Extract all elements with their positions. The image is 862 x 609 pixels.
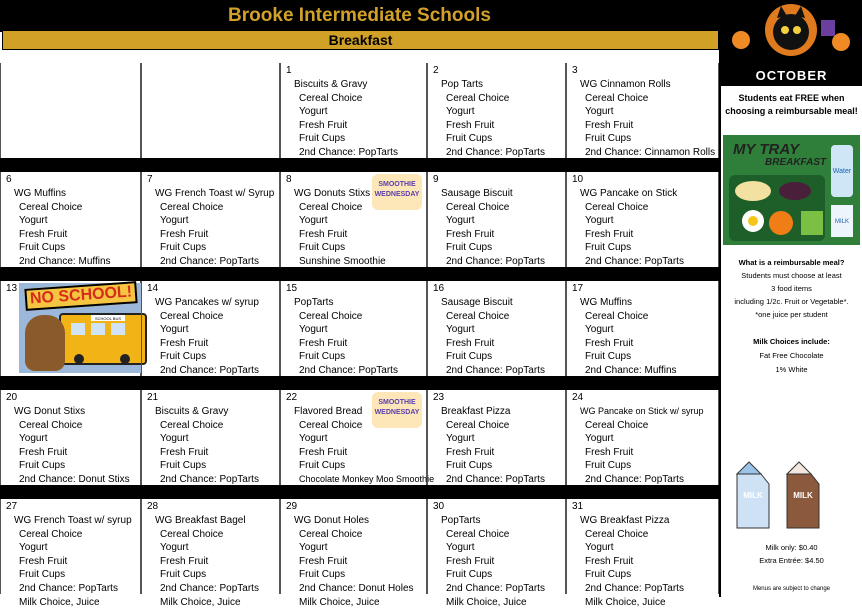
day-number: 29 bbox=[286, 501, 298, 512]
menu-item: Yogurt bbox=[160, 542, 189, 554]
menu-item: Cereal Choice bbox=[446, 528, 510, 540]
reimbursable-line: Students must choose at least bbox=[741, 271, 842, 280]
menu-item: Milk Choice, Juice bbox=[19, 596, 100, 608]
menu-item: 2nd Chance: Donut Stixs bbox=[19, 473, 130, 485]
menu-item: WG Breakfast Bagel bbox=[155, 515, 246, 526]
my-tray-graphic bbox=[723, 135, 860, 245]
menu-item: 2nd Chance: PopTarts bbox=[160, 364, 259, 376]
menu-items bbox=[155, 514, 259, 609]
menu-item: 2nd Chance: Donut Holes bbox=[299, 582, 414, 594]
menu-item: Cereal Choice bbox=[160, 419, 224, 431]
menu-item: Fresh Fruit bbox=[299, 228, 348, 240]
day-number: 21 bbox=[147, 392, 159, 403]
menu-item: Fruit Cups bbox=[446, 133, 493, 145]
menu-item: Yogurt bbox=[585, 542, 614, 554]
menu-item: Fresh Fruit bbox=[19, 555, 68, 567]
menu-item: WG Donut Holes bbox=[294, 515, 370, 526]
menu-item: Sausage Biscuit bbox=[441, 297, 513, 308]
menu-item: Breakfast Pizza bbox=[441, 406, 511, 417]
menu-item: Fruit Cups bbox=[446, 351, 493, 363]
month-label: OCTOBER bbox=[755, 68, 828, 83]
day-cell bbox=[566, 281, 719, 390]
menu-item: Milk Choice, Juice bbox=[160, 378, 241, 390]
tray-title: MY TRAY bbox=[733, 141, 800, 158]
menu-item: Yogurt bbox=[160, 433, 189, 445]
menu-item: 2nd Chance: PopTarts bbox=[19, 582, 118, 594]
menu-item: Cereal Choice bbox=[446, 92, 510, 104]
menu-item: Milk Choice, Juice bbox=[160, 487, 241, 499]
menu-item: Cereal Choice bbox=[160, 201, 224, 213]
menu-item: 2nd Chance: PopTarts bbox=[446, 364, 545, 376]
menu-items bbox=[294, 78, 398, 173]
sidebar bbox=[719, 0, 862, 597]
extra-entree-price: Extra Entrée: $4.50 bbox=[759, 556, 824, 565]
menu-item: Cereal Choice bbox=[585, 419, 649, 431]
day-number: 6 bbox=[6, 174, 12, 185]
menu-item: WG Pancakes w/ syrup bbox=[155, 297, 259, 308]
milk-choices-title: Milk Choices include: bbox=[753, 337, 830, 346]
menu-item: Flavored Bread bbox=[294, 406, 363, 417]
menu-item: Cereal Choice bbox=[299, 419, 363, 431]
day-number: 10 bbox=[572, 174, 584, 185]
day-cell bbox=[566, 172, 719, 281]
day-number: 1 bbox=[286, 65, 292, 76]
menu-item: Cereal Choice bbox=[160, 528, 224, 540]
menu-item: Yogurt bbox=[299, 324, 328, 336]
day-cell bbox=[0, 172, 141, 281]
menu-item: Fresh Fruit bbox=[585, 119, 634, 131]
menu-item: Milk Choice, Juice bbox=[19, 487, 100, 499]
milk-price: Milk only: $0.40 bbox=[765, 543, 818, 552]
menu-item: Fresh Fruit bbox=[19, 446, 68, 458]
menu-item: Cereal Choice bbox=[446, 201, 510, 213]
menu-item: 2nd Chance: PopTarts bbox=[446, 582, 545, 594]
menu-item: Yogurt bbox=[446, 106, 475, 118]
menu-item: Yogurt bbox=[585, 324, 614, 336]
day-number: 22 bbox=[286, 392, 298, 403]
menu-item: PopTarts bbox=[294, 297, 334, 308]
menu-item: Fresh Fruit bbox=[299, 555, 348, 567]
menu-item: Biscuits & Gravy bbox=[155, 406, 229, 417]
menu-item: Fresh Fruit bbox=[160, 337, 209, 349]
menu-items bbox=[441, 514, 545, 609]
menu-item: Yogurt bbox=[446, 433, 475, 445]
day-number: 17 bbox=[572, 283, 584, 294]
menu-item: Fruit Cups bbox=[299, 569, 346, 581]
menu-item: 2nd Chance: Muffins bbox=[585, 364, 677, 376]
menu-item: Yogurt bbox=[299, 433, 328, 445]
menu-item: Cereal Choice bbox=[585, 528, 649, 540]
day-number: 27 bbox=[6, 501, 18, 512]
menu-item: Fruit Cups bbox=[585, 242, 632, 254]
menu-item: Fresh Fruit bbox=[446, 555, 495, 567]
day-cell bbox=[141, 172, 280, 281]
milk-choice: Fat Free Chocolate bbox=[759, 351, 824, 360]
menu-item: WG French Toast w/ Syrup bbox=[155, 188, 275, 199]
menu-item: Milk Choice, Juice bbox=[446, 269, 527, 281]
menu-item: Sausage Biscuit bbox=[441, 188, 513, 199]
menu-item: Biscuits & Gravy bbox=[294, 79, 368, 90]
bear-icon bbox=[25, 315, 65, 371]
day-cell bbox=[0, 281, 141, 376]
menu-item: Yogurt bbox=[446, 542, 475, 554]
day-cell bbox=[280, 63, 427, 172]
menu-calendar-grid bbox=[0, 63, 719, 608]
menu-item: Fruit Cups bbox=[160, 460, 207, 472]
menu-item: Milk Choice, Juice bbox=[585, 596, 666, 608]
menu-item: Fruit Cups bbox=[19, 242, 66, 254]
day-cell bbox=[280, 390, 435, 499]
menu-item: Cereal Choice bbox=[585, 201, 649, 213]
menu-item: 2nd Chance: PopTarts bbox=[446, 473, 545, 485]
day-number: 8 bbox=[286, 174, 292, 185]
menu-item: 2nd Chance: PopTarts bbox=[585, 255, 684, 267]
menu-item: Cereal Choice bbox=[19, 528, 83, 540]
menu-item: Fruit Cups bbox=[299, 460, 346, 472]
milk-choice: 1% White bbox=[775, 365, 808, 374]
free-meal-note: Students eat FREE when choosing a reimbursable meal! bbox=[725, 93, 858, 116]
menu-item: Milk Choice, Juice bbox=[585, 269, 666, 281]
menu-item: Cereal Choice bbox=[299, 92, 363, 104]
menu-item: WG French Toast w/ syrup bbox=[14, 515, 132, 526]
menu-item: Yogurt bbox=[446, 215, 475, 227]
day-cell bbox=[566, 63, 719, 172]
menu-items bbox=[580, 405, 704, 500]
menu-item: 2nd Chance: PopTarts bbox=[446, 146, 545, 158]
menu-item: 2nd Chance: Muffins bbox=[19, 255, 111, 267]
menu-item: Fruit Cups bbox=[299, 351, 346, 363]
menu-item: WG Donut Stixs bbox=[14, 406, 86, 417]
menu-item: Yogurt bbox=[585, 215, 614, 227]
menu-item: Cereal Choice bbox=[446, 419, 510, 431]
menu-item: Yogurt bbox=[19, 433, 48, 445]
no-school-label: NO SCHOOL! bbox=[24, 281, 137, 311]
day-number: 30 bbox=[433, 501, 445, 512]
tray-food-icons bbox=[723, 135, 860, 245]
menu-item: Fruit Cups bbox=[446, 569, 493, 581]
menu-item: Fresh Fruit bbox=[299, 337, 348, 349]
menu-items bbox=[580, 514, 684, 609]
october-banner bbox=[721, 0, 862, 86]
page-title: Brooke Intermediate Schools bbox=[0, 0, 719, 32]
menu-items bbox=[441, 187, 545, 282]
menu-item: 2nd Chance: Cinnamon Rolls bbox=[585, 146, 716, 158]
menu-item: Yogurt bbox=[585, 433, 614, 445]
menu-item: Fruit Cups bbox=[585, 133, 632, 145]
menu-item: Fresh Fruit bbox=[160, 555, 209, 567]
day-number: 2 bbox=[433, 65, 439, 76]
menu-item: WG Cinnamon Rolls bbox=[580, 79, 671, 90]
menu-item: WG Pancake on Stick w/ syrup bbox=[580, 406, 704, 416]
day-cell bbox=[280, 499, 427, 608]
menu-item: 2nd Chance: PopTarts bbox=[160, 582, 259, 594]
menu-items bbox=[294, 514, 414, 609]
day-number: 24 bbox=[572, 392, 584, 403]
menu-item: 2nd Chance: PopTarts bbox=[160, 255, 259, 267]
menu-items bbox=[155, 296, 259, 391]
menu-item: Chocolate Monkey Moo Smoothie bbox=[299, 473, 435, 484]
menu-item: Fruit Cups bbox=[299, 133, 346, 145]
day-number: 7 bbox=[147, 174, 153, 185]
menu-item: Cereal Choice bbox=[299, 310, 363, 322]
menu-item: Fresh Fruit bbox=[446, 119, 495, 131]
menu-item: Fruit Cups bbox=[160, 569, 207, 581]
day-number: 15 bbox=[286, 283, 298, 294]
menu-item: WG Breakfast Pizza bbox=[580, 515, 670, 526]
menu-item: PopTarts bbox=[441, 515, 481, 526]
menu-item: Yogurt bbox=[446, 324, 475, 336]
menu-item: Milk Choice, Juice bbox=[446, 160, 527, 172]
menu-item: WG Muffins bbox=[14, 188, 67, 199]
menu-item: Cereal Choice bbox=[299, 528, 363, 540]
menu-item: Fresh Fruit bbox=[19, 228, 68, 240]
menu-item: Fruit Cups bbox=[299, 242, 346, 254]
day-cell bbox=[0, 499, 141, 608]
chocolate-milk-carton-label: MILK bbox=[793, 491, 813, 500]
reimbursable-line: 3 food items bbox=[771, 284, 812, 293]
smoothie-wednesday-badge: SMOOTHIE WEDNESDAY bbox=[372, 174, 422, 210]
menu-item: Fresh Fruit bbox=[299, 119, 348, 131]
menu-item: Milk Choice, Juice bbox=[160, 269, 241, 281]
menu-items bbox=[580, 296, 677, 391]
menu-item: Fruit Cups bbox=[446, 460, 493, 472]
day-cell bbox=[141, 499, 280, 608]
menu-item: Milk Choice, Juice bbox=[160, 596, 241, 608]
day-cell bbox=[427, 63, 566, 172]
menu-item: Yogurt bbox=[19, 542, 48, 554]
menu-item: Milk Choice, Juice bbox=[299, 378, 380, 390]
day-cell bbox=[0, 390, 141, 499]
day-cell bbox=[141, 63, 280, 158]
menu-items bbox=[14, 187, 111, 282]
menu-item: Yogurt bbox=[160, 324, 189, 336]
menu-item: Fruit Cups bbox=[585, 569, 632, 581]
menu-item: Fresh Fruit bbox=[585, 555, 634, 567]
day-cell bbox=[566, 390, 719, 499]
day-number: 3 bbox=[572, 65, 578, 76]
menu-item: Fruit Cups bbox=[160, 242, 207, 254]
no-school-image bbox=[19, 283, 141, 373]
subject-to-change-note: Menus are subject to change bbox=[752, 586, 831, 592]
day-cell bbox=[427, 281, 566, 390]
menu-item: Fresh Fruit bbox=[160, 446, 209, 458]
menu-item: 2nd Chance: PopTarts bbox=[446, 255, 545, 267]
tray-subtitle: BREAKFAST bbox=[765, 157, 827, 168]
day-cell bbox=[141, 281, 280, 390]
menu-item: Fresh Fruit bbox=[585, 446, 634, 458]
menu-item: Cereal Choice bbox=[299, 201, 363, 213]
menu-item: Cereal Choice bbox=[585, 310, 649, 322]
menu-item: 2nd Chance: PopTarts bbox=[299, 146, 398, 158]
menu-item: Yogurt bbox=[299, 106, 328, 118]
menu-items bbox=[155, 405, 259, 500]
day-number: 31 bbox=[572, 501, 584, 512]
menu-item: Fruit Cups bbox=[19, 460, 66, 472]
prices bbox=[725, 541, 858, 567]
menu-item: Yogurt bbox=[160, 215, 189, 227]
menu-item: Fruit Cups bbox=[160, 351, 207, 363]
menu-item: Milk Choice, Juice bbox=[585, 160, 666, 172]
meal-subtitle: Breakfast bbox=[2, 30, 719, 50]
menu-item: Fresh Fruit bbox=[585, 228, 634, 240]
menu-item: Fresh Fruit bbox=[446, 337, 495, 349]
milk-cartons-illustration bbox=[721, 462, 862, 532]
menu-item: 2nd Chance: PopTarts bbox=[585, 582, 684, 594]
day-cell bbox=[280, 281, 427, 390]
menu-item: Fresh Fruit bbox=[160, 228, 209, 240]
menu-item: Milk Choice, Juice bbox=[299, 160, 380, 172]
menu-item: Fresh Fruit bbox=[446, 446, 495, 458]
menu-item: Cereal Choice bbox=[160, 310, 224, 322]
menu-item: WG Pancake on Stick bbox=[580, 188, 678, 199]
menu-item: Yogurt bbox=[299, 215, 328, 227]
reimbursable-line: *one juice per student bbox=[755, 310, 828, 319]
milk-carton-label: MILK bbox=[834, 219, 850, 225]
menu-item: Milk Choice, Juice bbox=[19, 269, 100, 281]
menu-item: Fresh Fruit bbox=[446, 228, 495, 240]
reimbursable-title: What is a reimbursable meal? bbox=[738, 258, 845, 267]
school-bus-sign: SCHOOL BUS bbox=[94, 316, 122, 321]
day-cell bbox=[427, 172, 566, 281]
day-number: 9 bbox=[433, 174, 439, 185]
menu-item: Milk Choice, Juice bbox=[585, 378, 666, 390]
menu-item: Fresh Fruit bbox=[585, 337, 634, 349]
day-number: 16 bbox=[433, 283, 445, 294]
reimbursable-info bbox=[725, 256, 858, 321]
menu-item: Fresh Fruit bbox=[299, 446, 348, 458]
menu-item: Milk Choice, Juice bbox=[446, 378, 527, 390]
menu-item: 2nd Chance: PopTarts bbox=[299, 364, 398, 376]
menu-item: Milk Choice, Juice bbox=[299, 487, 380, 499]
menu-items bbox=[441, 405, 545, 500]
day-number: 14 bbox=[147, 283, 159, 294]
menu-item: Fruit Cups bbox=[585, 460, 632, 472]
white-milk-carton-label: MILK bbox=[743, 491, 763, 500]
menu-item: Milk Choice, Juice bbox=[446, 596, 527, 608]
menu-items bbox=[441, 78, 545, 173]
reimbursable-line: including 1/2c. Fruit or Vegetable*. bbox=[734, 297, 849, 306]
menu-item: Yogurt bbox=[299, 542, 328, 554]
day-cell bbox=[280, 172, 427, 281]
menu-item: Cereal Choice bbox=[446, 310, 510, 322]
menu-item: Cereal Choice bbox=[19, 201, 83, 213]
menu-item: WG Donuts Stixs bbox=[294, 188, 371, 199]
menu-item: Milk Choice, Juice bbox=[299, 269, 380, 281]
day-cell bbox=[0, 63, 141, 158]
menu-item: Cereal Choice bbox=[585, 92, 649, 104]
school-bus-icon bbox=[59, 313, 147, 365]
menu-items bbox=[580, 78, 716, 173]
menu-item: Fruit Cups bbox=[446, 242, 493, 254]
menu-items bbox=[294, 296, 398, 391]
day-number: 13 bbox=[6, 283, 18, 294]
menu-item: Yogurt bbox=[19, 215, 48, 227]
day-cell bbox=[427, 499, 566, 608]
menu-items bbox=[155, 187, 275, 282]
menu-item: WG Muffins bbox=[580, 297, 633, 308]
menu-item: Milk Choice, Juice bbox=[446, 487, 527, 499]
day-number: 23 bbox=[433, 392, 445, 403]
day-cell bbox=[427, 390, 566, 499]
menu-item: Sunshine Smoothie bbox=[299, 255, 386, 267]
menu-item: 2nd Chance: PopTarts bbox=[160, 473, 259, 485]
menu-items bbox=[14, 514, 132, 609]
day-cell bbox=[141, 390, 280, 499]
day-number: 20 bbox=[6, 392, 18, 403]
black-cat-illustration bbox=[721, 0, 862, 68]
menu-item: Fruit Cups bbox=[19, 569, 66, 581]
menu-items bbox=[441, 296, 545, 391]
menu-item: Fruit Cups bbox=[585, 351, 632, 363]
smoothie-wednesday-badge: SMOOTHIE WEDNESDAY bbox=[372, 392, 422, 428]
milk-choices bbox=[725, 335, 858, 377]
menu-items bbox=[580, 187, 684, 282]
menu-item: Milk Choice, Juice bbox=[585, 487, 666, 499]
menu-item: Cereal Choice bbox=[19, 419, 83, 431]
day-number: 28 bbox=[147, 501, 159, 512]
water-bottle-label: Water bbox=[832, 168, 852, 175]
day-cell bbox=[566, 499, 719, 608]
menu-item: Yogurt bbox=[585, 106, 614, 118]
menu-item: Milk Choice, Juice bbox=[299, 596, 380, 608]
menu-item: Pop Tarts bbox=[441, 79, 484, 90]
menu-item: 2nd Chance: PopTarts bbox=[585, 473, 684, 485]
menu-items bbox=[14, 405, 130, 500]
